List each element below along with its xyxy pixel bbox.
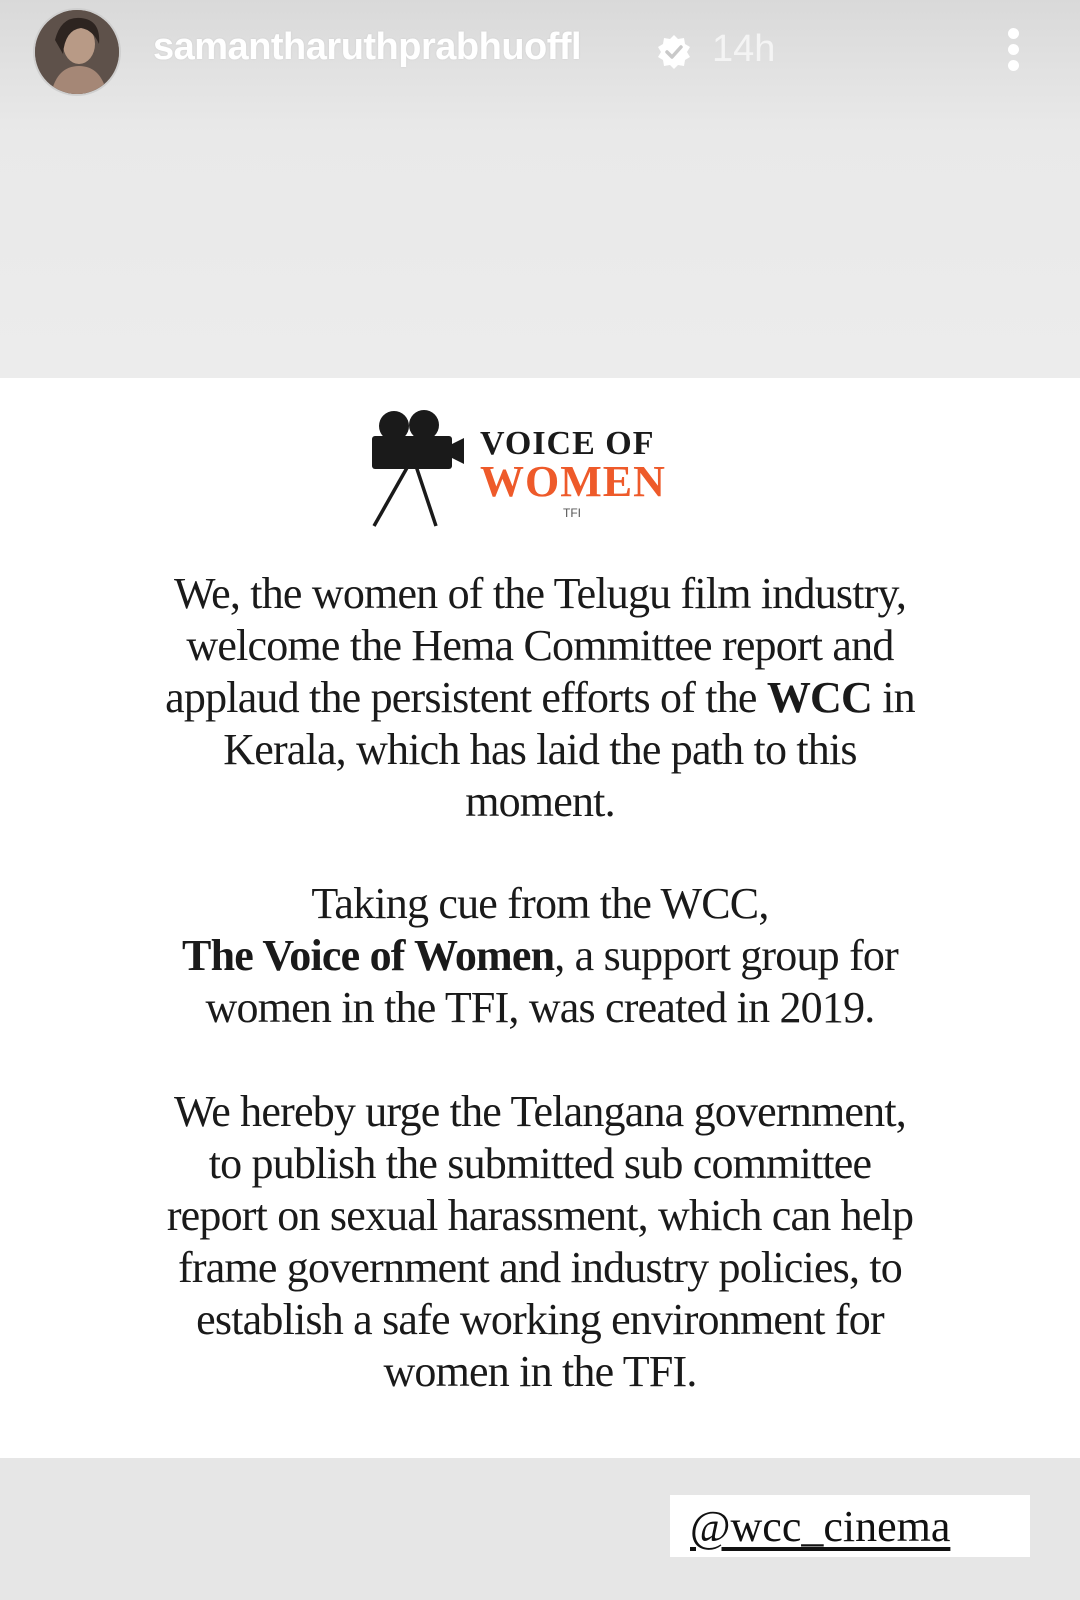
text-line [165, 673, 915, 722]
bold-text-voice-of-women: The Voice of Women [182, 931, 555, 980]
logo-title-women: WOMEN [480, 457, 666, 506]
text-line: We, the women of the Telugu film industry, [173, 569, 907, 618]
text-segment: , a support group for [554, 931, 898, 980]
text-line: report on sexual harassment, which can help [166, 1191, 914, 1240]
text-line [182, 931, 898, 980]
more-options-icon[interactable] [1000, 26, 1028, 74]
logo-title-voice-of: VOICE OF [480, 425, 655, 462]
text-line: frame government and industry policies, to [178, 1243, 902, 1292]
text-line: to publish the submitted sub committee [208, 1139, 872, 1188]
story-header [0, 0, 1080, 100]
statement-paragraph-1 [90, 568, 990, 828]
text-line: Taking cue from the WCC, [311, 879, 769, 928]
verified-badge-icon [656, 34, 692, 70]
text-segment: in [872, 673, 915, 722]
bold-text-wcc: WCC [766, 673, 873, 722]
avatar[interactable] [33, 8, 121, 96]
text-line: welcome the Hema Committee report and [186, 621, 894, 670]
avatar-portrait-icon [35, 10, 119, 94]
text-line: women in the TFI, was created in 2019. [205, 983, 875, 1032]
post-time: 14h [712, 28, 776, 70]
username[interactable]: samantharuthprabhuoffl [153, 26, 582, 68]
text-line: establish a safe working environment for [196, 1295, 884, 1344]
text-line: Kerala, which has laid the path to this [223, 725, 857, 774]
statement-paragraph-2 [90, 878, 990, 1034]
mention-text[interactable]: @wcc_cinema [690, 1502, 951, 1551]
text-line: women in the TFI. [383, 1347, 697, 1396]
text-line: moment. [465, 777, 615, 826]
text-line: We hereby urge the Telangana government, [174, 1087, 906, 1136]
logo-subtitle: TFI [563, 506, 581, 520]
statement-paragraph-3 [90, 1086, 990, 1398]
text-segment: applaud the persistent efforts of the [165, 673, 767, 722]
mention-sticker[interactable] [670, 1495, 1030, 1557]
